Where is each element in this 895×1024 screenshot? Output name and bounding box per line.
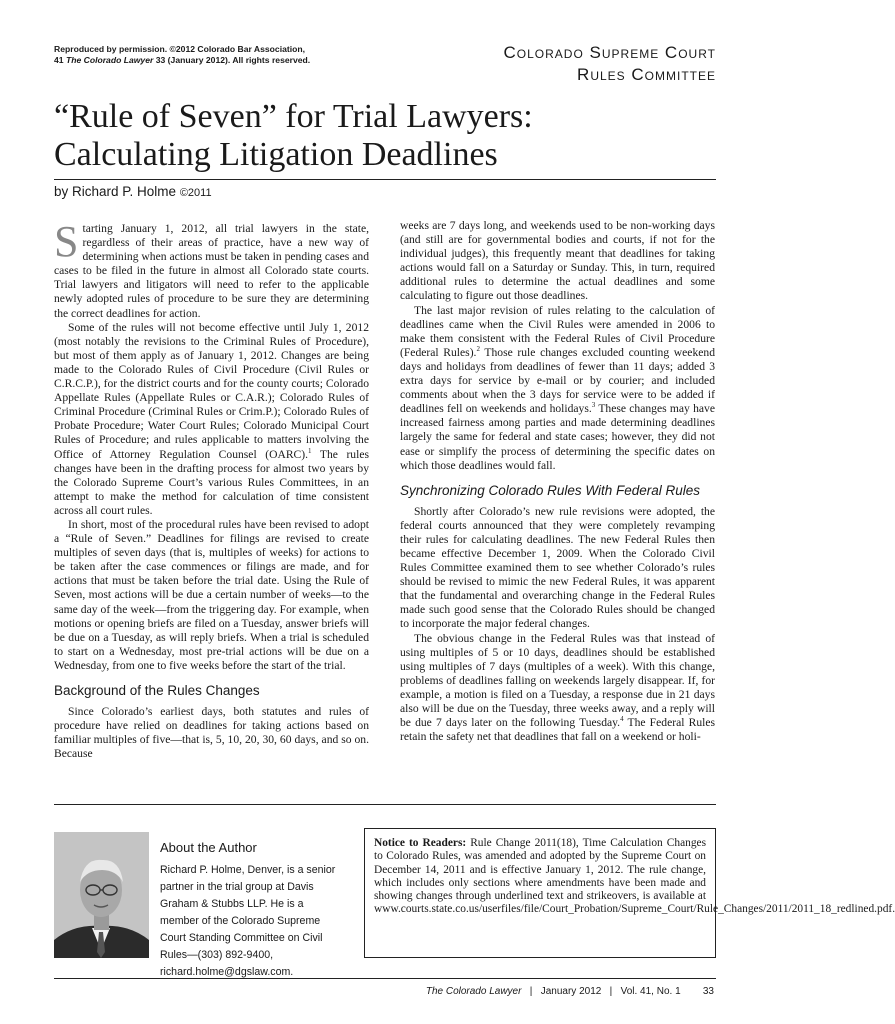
title-divider bbox=[54, 179, 716, 180]
article-title bbox=[54, 98, 714, 174]
committee-line-1: Colorado Supreme Court bbox=[503, 43, 716, 62]
footnote-ref[interactable]: 4 bbox=[620, 715, 624, 724]
committee-heading bbox=[504, 42, 716, 86]
footer-divider bbox=[54, 978, 716, 979]
section-divider bbox=[54, 804, 716, 805]
author-portrait-image bbox=[54, 832, 149, 958]
paragraph: Since Colorado’s earliest days, both statutes and rules of procedure have relied on deadlines for taking actions based on familiar multiples of five—that is, 5, 10, 20, 30, 60 days, and so on. Because bbox=[54, 705, 369, 761]
about-author-heading: About the Author bbox=[160, 840, 257, 855]
section-heading-background: Background of the Rules Changes bbox=[54, 683, 260, 698]
byline bbox=[54, 184, 212, 199]
paragraph: The last major revision of rules relating to the calculation of deadlines came when the Civil Rules were amended in 2006 to make them consistent with the Federal Rules of Civil Procedure (Federal Rules).$^2$ Those rule changes excluded counting weekend days and holidays from deadlines of fewer than 11 days; added 3 extra days for service by e-mail or by courier; and included comments about when the 3 days for service were to be added if deadlines fell on weekends and holidays.$^3$ These changes may have increased fairness among parties and made determining deadlines largely the same for federal and state cases; however, they did not ease or simplify the process of determining the specific dates on which those deadlines would fall. bbox=[400, 303, 715, 472]
paragraph-intro: Starting January 1, 2012, all trial lawyers in the state, regardless of their areas of practice, have a new way of determining when actions must be taken in pending cases and cases to be filed in the future in almost all Colorado state courts. Trial lawyers and litigators will need to refer to the applicable newly adopted rules of procedure to be sure they are determining the correct deadlines for action. bbox=[54, 217, 369, 320]
footnote-ref[interactable]: 3 bbox=[591, 401, 596, 410]
issue-info: | January 2012 | Vol. 41, No. 1 bbox=[521, 986, 681, 997]
notice-to-readers bbox=[364, 828, 895, 958]
byline-copyright: ©2011 bbox=[179, 187, 212, 199]
page-footer bbox=[426, 986, 714, 997]
reproduction-notice bbox=[54, 44, 354, 66]
article-column-right bbox=[400, 219, 715, 744]
page-number: 33 bbox=[702, 986, 714, 997]
notice-label: Notice to Readers: bbox=[374, 837, 467, 849]
paragraph: Some of the rules will not become effective until July 1, 2012 (most notably the revisions to the Criminal Rules of Procedure), but most of them apply as of January 1, 2012. Changes are being made to the Colorado Rules of Civil Procedure (Civil Rules or C.R.C.P.), for the district courts and for the county courts; Colorado Appellate Rules (Appellate Rules or C.A.R.); Colorado Rules of Criminal Procedure (Criminal Rules or Crim.P.); Colorado Rules of Probate Procedure; Water Court Rules; Colorado Municipal Court Rules of Procedure; and rules applicable to matters involving the Office of Attorney Regulation Counsel (OARC).$^1$ The rules changes have been in the drafting process for almost two years by the Colorado Supreme Court’s various Rules Committees, in an attempt to make the method for calculation of time consistent across all court rules. bbox=[54, 320, 369, 517]
paragraph: In short, most of the procedural rules have been revised to adopt a “Rule of Seven.” Deadlines for filings are revised to create multiples of seven days (that is, multiples of weeks) for actions to be taken after the case commences or filings are made, and for actions that must be taken before the trial date. Using the Rule of Seven, most actions will be due a certain number of weeks—to the same day of the week—from the triggering day. For example, when motions or opening briefs are filed on a Tuesday, answer briefs will be due on a Tuesday, as will reply briefs. When a trial is scheduled to start on a Wednesday, most pre-trial actions will be due on a Wednesday, from one to five weeks before the start of the trial. bbox=[54, 517, 369, 672]
paragraph: Shortly after Colorado’s new rule revisions were adopted, the federal courts announced that they were completely revamping their rules for calculating deadlines. The new Federal Rules then became effective December 1, 2009. When the Colorado Civil Rules Committee examined them to see whether Colorado’s rules should be revised to mimic the new Federal Rules, it was apparent that the fundamental and overarching change in the Federal Rules made such good sense that the Colorado Rules should be changed to incorporate the major federal changes. bbox=[400, 504, 715, 631]
title-line-2: Calculating Litigation Deadlines bbox=[54, 136, 498, 173]
committee-line-2: Rules Committee bbox=[577, 65, 716, 84]
drop-cap: S bbox=[54, 217, 79, 266]
publication-name: The Colorado Lawyer bbox=[425, 986, 522, 997]
reproduction-line-1: Reproduced by permission. ©2012 Colorado Bar Association, bbox=[54, 44, 305, 54]
footnote-ref[interactable]: 1 bbox=[308, 446, 312, 455]
paragraph: The obvious change in the Federal Rules was that instead of using multiples of 5 or 10 days, deadlines should be established using multiples of 7 days (multiples of a week). With this change, problems of deadlines falling on weekends largely disappear. If, for example, a motion is filed on a Tuesday, a response due in 21 days also will be due on the Tuesday, three weeks away, and a reply will be due 7 days later on the following Tuesday.$^4$ The Federal Rules retain the safety net that deadlines that fall on a weekend or holi- bbox=[400, 631, 715, 744]
notice-text: Rule Change 2011(18), Time Calculation Changes to Colorado Rules, was amended and adopted by the Supreme Court on December 14, 2011 and is effective January 1, 2012. The rule change, which includes only sections where amendments have been made and showing changes through underlined text and strikeovers, is available at www.courts.state.co.us/userfiles/file/Court_Probation/Supreme_Court/Rule_Changes/2011/2011_18_redlined.pdf. bbox=[374, 837, 895, 916]
reproduction-line-2: 41 The Colorado Lawyer 33 (January 2012). All rights reserved. bbox=[54, 55, 311, 65]
title-line-1: “Rule of Seven” for Trial Lawyers: bbox=[54, 98, 533, 135]
article-column-left bbox=[54, 217, 369, 761]
footnote-ref[interactable]: 2 bbox=[476, 344, 480, 353]
section-heading-synchronizing: Synchronizing Colorado Rules With Federal Rules bbox=[400, 482, 701, 498]
author-photo bbox=[54, 832, 149, 958]
author-name: by Richard P. Holme bbox=[54, 184, 177, 199]
paragraph: weeks are 7 days long, and weekends used to be non-working days (and still are for governmental bodies and courts, if not for the individual judges), this frequently meant that deadlines for taking actions would fall on a Saturday or Sunday. This, in turn, required additional rules to determine the actual deadlines and some calculating to figure out those deadlines. bbox=[400, 219, 715, 303]
author-bio: Richard P. Holme, Denver, is a senior partner in the trial group at Davis Graham & Stubbs LLP. He is a member of the Colorado Supreme Court Standing Committee on Civil Rules—(303) 892-9400, richard.holme@dgslaw.com. bbox=[160, 864, 336, 978]
